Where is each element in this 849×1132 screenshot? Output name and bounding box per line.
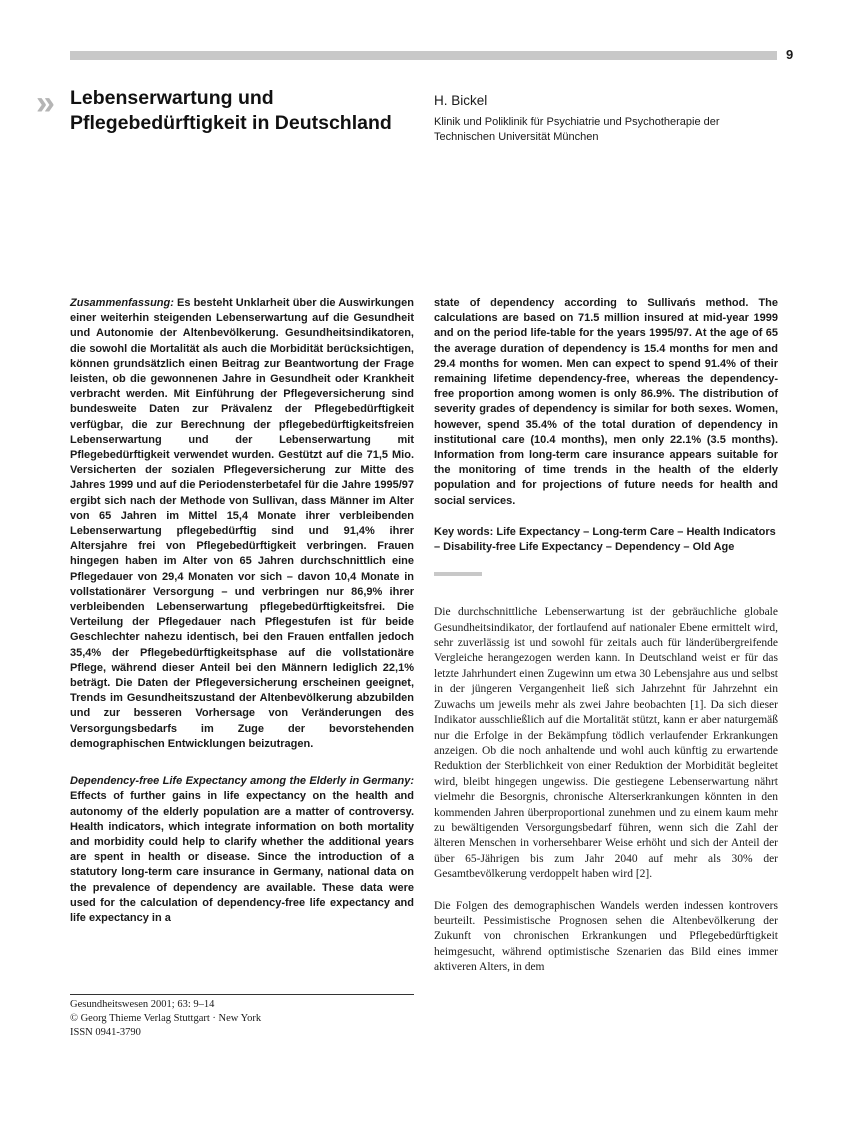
abstract-english-label: Dependency-free Life Expectancy among the Elderly in Germany: — [70, 775, 414, 788]
footer-journal: Gesundheitswesen 2001; 63: 9–14 — [70, 999, 215, 1010]
abstract-german-label: Zusammenfassung: — [70, 297, 174, 309]
keywords-text: Life Expectancy – Long-term Care – Health Indicators – Disability-free Life Expectancy – Dependency – Old Age — [434, 525, 776, 554]
right-column — [434, 296, 778, 976]
body-paragraph-1: Die durchschnittliche Lebenserwartung ist der gebräuchliche globale Gesundheitsindikator, der fortlaufend auf nationaler Ebene ermittelt wird, sehr zuverlässig ist und sowohl für zeitals auch für länderübergreifende Vergleiche herangezogen werden kann. In Deutschland weist er für das letzte Jahrhundert einen Zugewinn um etwa 30 Lebensjahre aus und selbst in der jüngeren Vergangenheit ließ sich Jahrzehnt für Jahrzehnt ein Zuwachs um jeweils mehr als zwei Jahre beobachten [1]. Da sich dieser Indikator ausschließlich auf die Mortalität stützt, kann er aber naturgemäß nur die Erfolge in der Bekämpfung tödlich verlaufender Erkrankungen anzeigen. Ob die noch anhaltende und wohl auch künftig zu erwartende Reduktion der Sterblichkeit von einer Reduktion der Morbidität begleitet wird, bleibt hingegen ungewiss. Die gestiegene Lebenserwartung nährt vielmehr die Besorgnis, chronische Alterserkrankungen könnten in den kommenden Jahren überproportional zunehmen und zu einem kaum mehr zu bewältigenden Versorgungsbedarf führen, wenn sich die Zahl der älteren Menschen in vorhersehbarer Weise erhöht und sich der Anteil der über 65-Jährigen bis zum Jahr 2040 auf mehr als 30% der Gesamtbevölkerung verdoppelt haben wird [2]. — [434, 606, 778, 881]
title-line-1: Lebenserwartung und — [70, 87, 274, 109]
abstract-english — [70, 774, 414, 926]
abstract-english-text-part1: Effects of further gains in life expectancy on the health and autonomy of the elderly population are a matter of controversy. Health indicators, which integrate information on both mortality and morbidity could help to clarify whether the additional years are spent in health or disease. Since the introduction of a statutory long-term care insurance in Germany, national data on the prevalence of dependency are available. These data were used for the calculation of dependency-free life expectancy and life expectancy in a — [70, 790, 414, 924]
abstract-german-text: Es besteht Unklarheit über die Auswirkungen einer weiterhin steigenden Lebenserwartung auf die Gesundheit und Autonomie der Altenbevölkerung. Gesundheitsindikatoren, die sowohl die Mortalität als auch die Morbidität berücksichtigen, können grundsätzlich einen Beitrag zur Beantwortung der Frage leisten, ob die gewonnenen Jahre in Gesundheit oder Krankheit verbracht werden. Mit Einführung der Pflegeversicherung sind bundesweite Daten zur Prävalenz der Pflegebedürftigkeit verfügbar, die zur Berechnung der pflegebedürftigkeitsfreien Lebenserwartung und der Lebenserwartung mit Pflegebedürftigkeit verwendet wurden. Gestützt auf die 71,5 Mio. Versicherten der sozialen Pflegeversicherung zur Mitte des Jahres 1999 und auf die Periodensterbetafel für die Jahre 1995/97 ergibt sich nach der Methode von Sullivan, dass Männer im Alter von 65 Jahren im Mittel 15,4 Monate ihrer verbleibenden Lebenserwartung pflegebedürftig sind und 91,4% ihrer Altersjahre frei von Pflegebedürftigkeit verbringen. Frauen hingegen haben im Alter von 65 Jahren durchschnittlich eine Pflegedauer von 29,4 Monaten vor sich – davon 10,4 Monate in vollstationärer Versorgung – und verbringen nur 86,9% ihrer verbleibenden Lebenserwartung pflegebedürftigkeitsfrei. Die Verteilung der Pflegedauer nach Pflegestufen ist für beide Geschlechter nahezu identisch, bei den Frauen entfallen jedoch 35,4% der Pflegebedürftigkeitsphase auf die vollstationäre Pflege, während dieser Anteil bei den Männern lediglich 22,1% beträgt. Die Daten der Pflegeversicherung erscheinen geeignet, Trends im Gesundheitszustand der Altenbevölkerung abzubilden und zur besseren Vorhersage von Veränderungen des Versorgungsbedarfs im Zuge der bevorstehenden demographischen Entwicklungen beizutragen. — [70, 297, 414, 750]
keywords — [434, 525, 778, 555]
citation-footer — [70, 994, 414, 1040]
left-column — [70, 296, 414, 926]
page-number: 9 — [786, 47, 794, 62]
author-affiliation — [434, 115, 794, 145]
abstract-german — [70, 296, 414, 752]
header-rule — [70, 51, 777, 60]
author-name: H. Bickel — [434, 93, 488, 108]
keywords-label: Key words: — [434, 525, 494, 538]
affiliation-line-1: Klinik und Poliklinik für Psychiatrie und Psychotherapie der — [434, 116, 720, 128]
chevrons-icon: » — [36, 84, 51, 122]
body-paragraph-2: Die Folgen des demographischen Wandels werden indessen kontrovers beurteilt. Pessimistische Prognosen sehen die Altenbevölkerung der Zukunft von chronischen Erkrankungen und Pflegebedürftigkeit heimgesucht, während optimistische Szenarien das Bild eines immer aktiveren Alters, in dem — [434, 899, 778, 974]
footer-publisher: © Georg Thieme Verlag Stuttgart · New York — [70, 1013, 262, 1024]
affiliation-line-2: Technischen Universität München — [434, 131, 599, 143]
section-divider — [434, 572, 482, 576]
footer-issn: ISSN 0941-3790 — [70, 1027, 141, 1038]
title-line-2: Pflegebedürftigkeit in Deutschland — [70, 112, 392, 134]
abstract-english-continued: state of dependency according to Sullivańs method. The calculations are based on 71.5 million insured at mid-year 1999 and on the period life-table for the years 1995/97. At the age of 65 the average duration of dependency is 15.4 months for men and 29.4 months for women. Men can expect to spend 91.4% of their remaining lifetime dependency-free, whereas the dependency-free proportion among women is only 86.9%. The distribution of severity grades of dependency is similar for both sexes. Women, however, spend 35.4% of the total duration of dependency in institutional care (10.4 months), men only 22.1% (3.5 months). Information from long-term care insurance appears suitable for the monitoring of time trends in the health of the elderly population and for projections of future needs for health and social services. — [434, 297, 778, 507]
article-title — [70, 86, 415, 136]
